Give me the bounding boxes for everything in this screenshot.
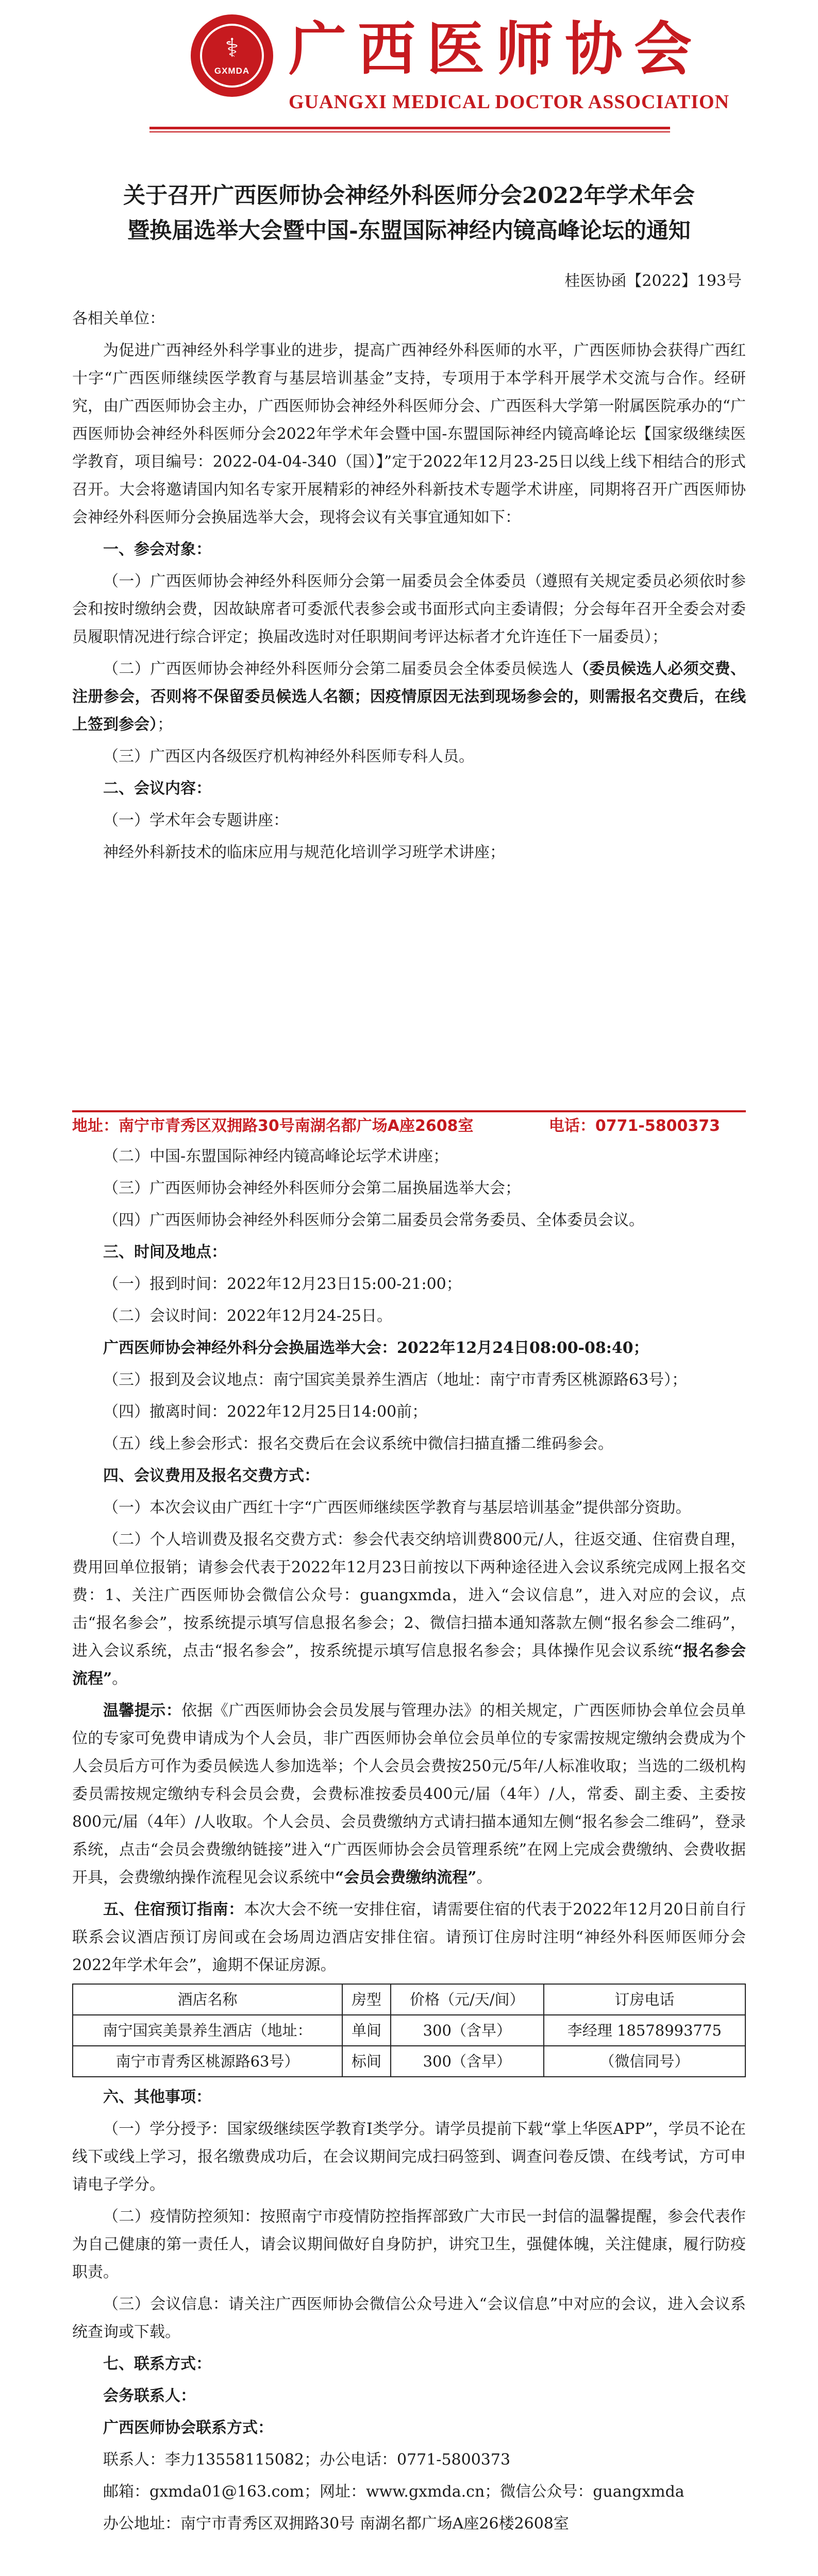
document-number: 桂医协函【2022】193号	[564, 272, 742, 290]
content-item-1-sub: 神经外科新技术的临床应用与规范化培训学习班学术讲座；	[103, 843, 505, 861]
participants-item-3: （三）广西区内各级医疗机构神经外科医师专科人员。	[103, 748, 474, 766]
intro-paragraph: 为促进广西神经外科学事业的进步，提高广西神经外科医师的水平，广西医师协会获得广西红十字“广西医师继续医学教育与基层培训基金”支持，专项用于本学科开展学术交流与合作。经研究，由广西医师协会主办，广西医师协会神经外科医师分会、广西医科大学第一附属医院承办的“广西医师协会神经外科医师分会2022年学术年会暨中国-东盟国际神经内镜高峰论坛【国家级继续医学教育，项目编号：2022-04-04-340（国）】”定于2022年12月23-25日以线上线下相结合的形式召开。大会将邀请国内知名专家开展精彩的神经外科新技术专题学术讲座，同期将召开广西医师协会神经外科医师分会换届选举大会，现将会议有关事宜通知如下：	[72, 342, 746, 527]
other-item-1: （一）学分授予：国家级继续医学教育I类学分。请学员提前下载“掌上华医APP”，学员不论在线下或线上学习，报名缴费成功后，在会议期间完成扫码签到、调查问卷反馈、在线考试，方可申请电子学分。	[72, 2120, 746, 2194]
room-type-twin: 标间	[342, 2046, 391, 2077]
logo-abbreviation: GXMDA	[214, 66, 250, 76]
caduceus-icon: ⚕	[225, 33, 239, 63]
price-single: 300（含早）	[391, 2015, 544, 2046]
time-item-2: （二）会议时间：2022年12月24-25日。	[103, 1307, 393, 1325]
footer-address-bar	[72, 1110, 746, 1142]
document-title-line-1: 关于召开广西医师协会神经外科医师分会2022年学术年会	[123, 183, 695, 209]
org-name-chinese: 广西医师协会	[289, 16, 703, 83]
time-item-1: （一）报到时间：2022年12月23日15:00-21:00；	[103, 1275, 462, 1293]
price-twin: 300（含早）	[391, 2046, 544, 2077]
header-divider-thin	[149, 131, 670, 132]
content-item-4: （四）广西医师协会神经外科医师分会第二届委员会常务委员、全体委员会议。	[103, 1211, 644, 1229]
table-header: 价格（元/天/间）	[391, 1984, 544, 2015]
other-item-2: （二）疫情防控须知：按照南宁市疫情防控指挥部致广大市民一封信的温馨提醒，参会代表作为自己健康的第一责任人，请会议期间做好自身防护，讲究卫生，强健体魄，关注健康，履行防疫职责。	[72, 2208, 746, 2281]
section-heading-other: 六、其他事项：	[103, 2088, 211, 2106]
time-item-5: （五）线上参会形式：报名交费后在会议系统中微信扫描直播二维码参会。	[103, 1435, 613, 1453]
accommodation-paragraph: 五、住宿预订指南：本次大会不统一安排住宿，请需要住宿的代表于2022年12月20日前自行联系会议酒店预订房间或在会场周边酒店安排住宿。请预订住房时注明“神经外科医师医师分会2022年学术年会”，逾期不保证房源。	[72, 1901, 746, 1974]
other-item-3: （三）会议信息：请关注广西医师协会微信公众号进入“会议信息”中对应的会议，进入会议系统查询或下载。	[72, 2295, 746, 2341]
participants-item-1: （一）广西医师协会神经外科医师分会第一届委员会全体委员（遵照有关规定委员必须依时参会和按时缴纳会费，因故缺席者可委派代表参会或书面形式向主委请假；分会每年召开全委会对委员履职情况进行综合评定；换届改选时对任职期间考评达标者才允许连任下一届委员）；	[72, 572, 746, 646]
footer-phone: 电话：0771-5800373	[548, 1117, 720, 1135]
time-item-3: （三）报到及会议地点：南宁国宾美景养生酒店（地址：南宁市青秀区桃源路63号）；	[103, 1371, 688, 1389]
time-item-4: （四）撤离时间：2022年12月25日14:00前；	[103, 1403, 428, 1421]
salutation: 各相关单位：	[72, 310, 165, 328]
contact-person: 联系人：李力13558115082；办公电话：0771-5800373	[103, 2451, 511, 2469]
org-name-english: GUANGXI MEDICAL DOCTOR ASSOCIATION	[289, 91, 730, 113]
document-body-page-2	[72, 1143, 746, 2542]
fees-item-2: （二）个人培训费及报名交费方式：参会代表交纳培训费800元/人，往返交通、住宿费自理，费用回单位报销；请参会代表于2022年12月23日前按以下两种途径进入会议系统完成网上报名交费：1、关注广西医师协会微信公众号：guangxmda，进入“会议信息”，进入对应的会议，点击“报名参会”，按系统提示填写信息报名参会；2、微信扫描本通知落款左侧“报名参会二维码”，进入会议系统，点击“报名参会”，按系统提示填写信息报名参会；具体操作见会议系统“报名参会流程”。	[72, 1531, 746, 1688]
association-logo	[191, 14, 273, 97]
section-heading-participants: 一、参会对象：	[103, 540, 211, 558]
office-address: 办公地址：南宁市青秀区双拥路30号 南湖名都广场A座26楼2608室	[103, 2515, 569, 2533]
staff-contact-label: 会务联系人：	[103, 2387, 196, 2405]
booking-contact: 李经理 18578993775	[544, 2015, 745, 2046]
fees-reminder: 温馨提示：依据《广西医师协会会员发展与管理办法》的相关规定，广西医师协会单位会员单位的专家可免费申请成为个人会员，非广西医师协会单位会员单位的专家需按规定缴纳会费成为个人会员后方可作为委员候选人参加选举；个人会员会费按250元/5年/人标准收取；当选的二级机构委员需按规定缴纳专科会员会费，会费标准按委员400元/届（4年）/人，常委、副主委、主委按800元/届（4年）/人收取。个人会员、会员费缴纳方式请扫描本通知左侧“报名参会二维码”，登录系统，点击“会员会费缴纳链接”进入“广西医师协会会员管理系统”在网上完成会费缴纳、会费收据开具，会费缴纳操作流程见会议系统中“会员会费缴纳流程”。	[72, 1702, 746, 1887]
letterhead	[0, 0, 818, 155]
document-body-page-1	[72, 305, 746, 871]
table-header: 订房电话	[544, 1984, 745, 2015]
document-title-line-2: 暨换届选举大会暨中国-东盟国际神经内镜高峰论坛的通知	[127, 218, 691, 244]
table-header: 酒店名称	[73, 1984, 342, 2015]
table-row	[73, 2015, 745, 2046]
election-time: 广西医师协会神经外科分会换届选举大会：2022年12月24日08:00-08:40；	[103, 1339, 649, 1357]
content-item-2: （二）中国-东盟国际神经内镜高峰论坛学术讲座；	[103, 1147, 449, 1165]
room-type-single: 单间	[342, 2015, 391, 2046]
section-heading-contact: 七、联系方式：	[103, 2355, 211, 2373]
participants-item-2: （二）广西医师协会神经外科医师分会第二届委员会全体委员候选人（委员候选人必须交费、注册参会，否则将不保留委员候选人名额；因疫情原因无法到现场参会的，则需报名交费后，在线上签到参会）；	[72, 660, 746, 734]
hotel-table	[72, 1984, 746, 2077]
section-heading-fees: 四、会议费用及报名交费方式：	[103, 1467, 320, 1485]
table-header-row	[73, 1984, 745, 2015]
content-item-3: （三）广西医师协会神经外科医师分会第二届换届选举大会；	[103, 1179, 521, 1197]
contact-email: 邮箱：gxmda01@163.com；网址：www.gxmda.cn；微信公众号：guangxmda	[103, 2483, 685, 2501]
footer-address: 地址：南宁市青秀区双拥路30号南湖名都广场A座2608室	[72, 1117, 474, 1135]
table-header: 房型	[342, 1984, 391, 2015]
header-divider	[149, 127, 670, 129]
booking-wechat: （微信同号）	[544, 2046, 745, 2077]
table-row	[73, 2046, 745, 2077]
fees-item-1: （一）本次会议由广西红十字“广西医师继续医学教育与基层培训基金”提供部分资助。	[103, 1499, 691, 1517]
content-item-1: （一）学术年会专题讲座：	[103, 811, 289, 829]
hotel-name-line-2: 南宁市青秀区桃源路63号）	[73, 2046, 342, 2077]
hotel-name-line-1: 南宁国宾美景养生酒店（地址：	[73, 2015, 342, 2046]
section-heading-content: 二、会议内容：	[103, 779, 211, 798]
section-heading-time-place: 三、时间及地点：	[103, 1243, 227, 1261]
org-contact-label: 广西医师协会联系方式：	[103, 2419, 273, 2437]
